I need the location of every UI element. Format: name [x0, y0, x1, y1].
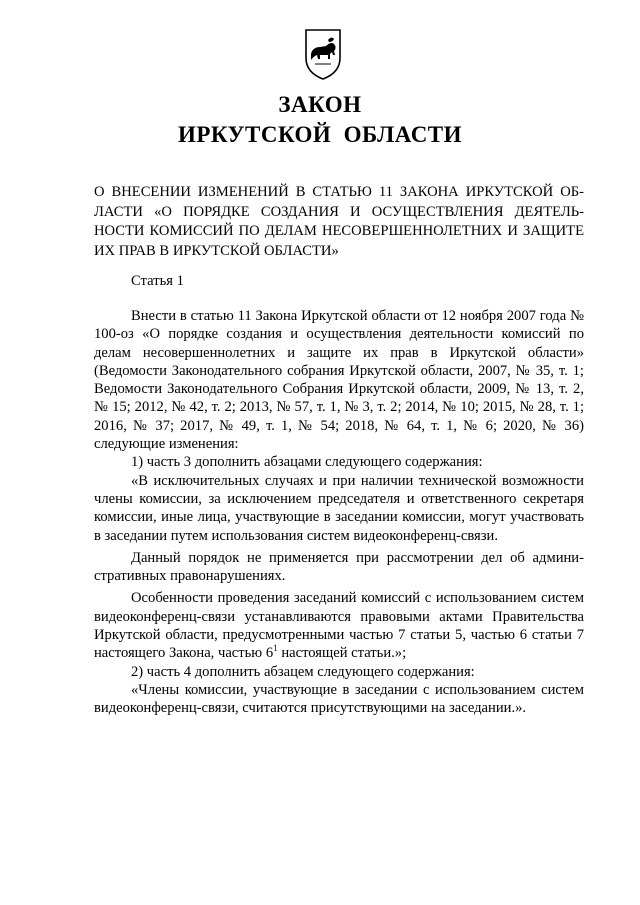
paragraph-quote-1: «В исключительных случаях и при наличии технической возможности члены комиссии, за исключением председателя и ответственного секретаря комиссии, иные лица, участвующие в заседании комиссии, могут участвовать в заседании путем использования систем видеоконференц-связи.: [94, 472, 584, 544]
superscript-number: 1: [273, 643, 278, 654]
irkutsk-emblem-icon: [303, 28, 343, 80]
document-name: О ВНЕСЕНИИ ИЗМЕНЕНИЙ В СТАТЬЮ 11 ЗАКОНА ИРКУТСКОЙ ОБЛАСТИ «О ПОРЯДКЕ СОЗДАНИЯ И ОСУЩЕСТВЛЕНИЯ ДЕЯТЕЛЬНОСТИ КОМИССИЙ ПО ДЕЛАМ НЕСОВЕРШЕННОЛЕТНИХ И ЗАЩИТЕ ИХ ПРАВ В ИРКУТСКОЙ ОБЛАСТИ»: [94, 184, 584, 259]
paragraph-intro: Внести в статью 11 Закона Иркутской области от 12 ноября 2007 года № 100-оз «О порядке создания и осуществления деятельности комиссий по делам несовершеннолетних и защите их прав в Иркутской области» (Ведомости Законодательного собрания Иркутской области, 2007, № 35, т. 1; Ведомости Законодательного Собрания Иркутской области, 2009, № 13, т. 2, № 15; 2012, № 42, т. 2; 2013, № 57, т. 1, № 3, т. 2; 2014, № 10; 2015, № 28, т. 1; 2016, № 37; 2017, № 49, т. 1, № 54; 2018, № 64, т. 1, № 6; 2020, № 36) следующие изменения:: [94, 308, 584, 453]
paragraph-quote-2: Данный порядок не применяется при рассмотрении дел об административных правонарушениях.: [94, 549, 584, 585]
article-body: [94, 307, 584, 718]
coat-of-arms-icon: [303, 28, 343, 80]
paragraph-quote-3-tail: настоящей статьи.»;: [277, 645, 407, 662]
paragraph-quote-3-main: Особенности проведения заседаний комиссий с использованием систем видеоконференц-связи устанавливаются правовыми актами Правительства Иркутской области, предусмотренными частью 7 статьи 5, частью 6 статьи 7 настоящего Закона, частью 6: [94, 590, 584, 662]
paragraph-item-2: 2) часть 4 дополнить абзацем следующего содержания:: [131, 663, 475, 680]
article-heading: Статья 1: [131, 273, 184, 289]
law-title: ЗАКОН: [278, 92, 362, 117]
paragraph-quote-3: [94, 589, 584, 662]
paragraph-quote-4: «Члены комиссии, участвующие в заседании с использованием систем видеоконференц-связи, считаются присутствующими на заседании.».: [94, 681, 584, 717]
region-title: ИРКУТСКОЙ ОБЛАСТИ: [177, 122, 463, 147]
paragraph-item-1: 1) часть 3 дополнить абзацами следующего содержания:: [131, 454, 483, 471]
